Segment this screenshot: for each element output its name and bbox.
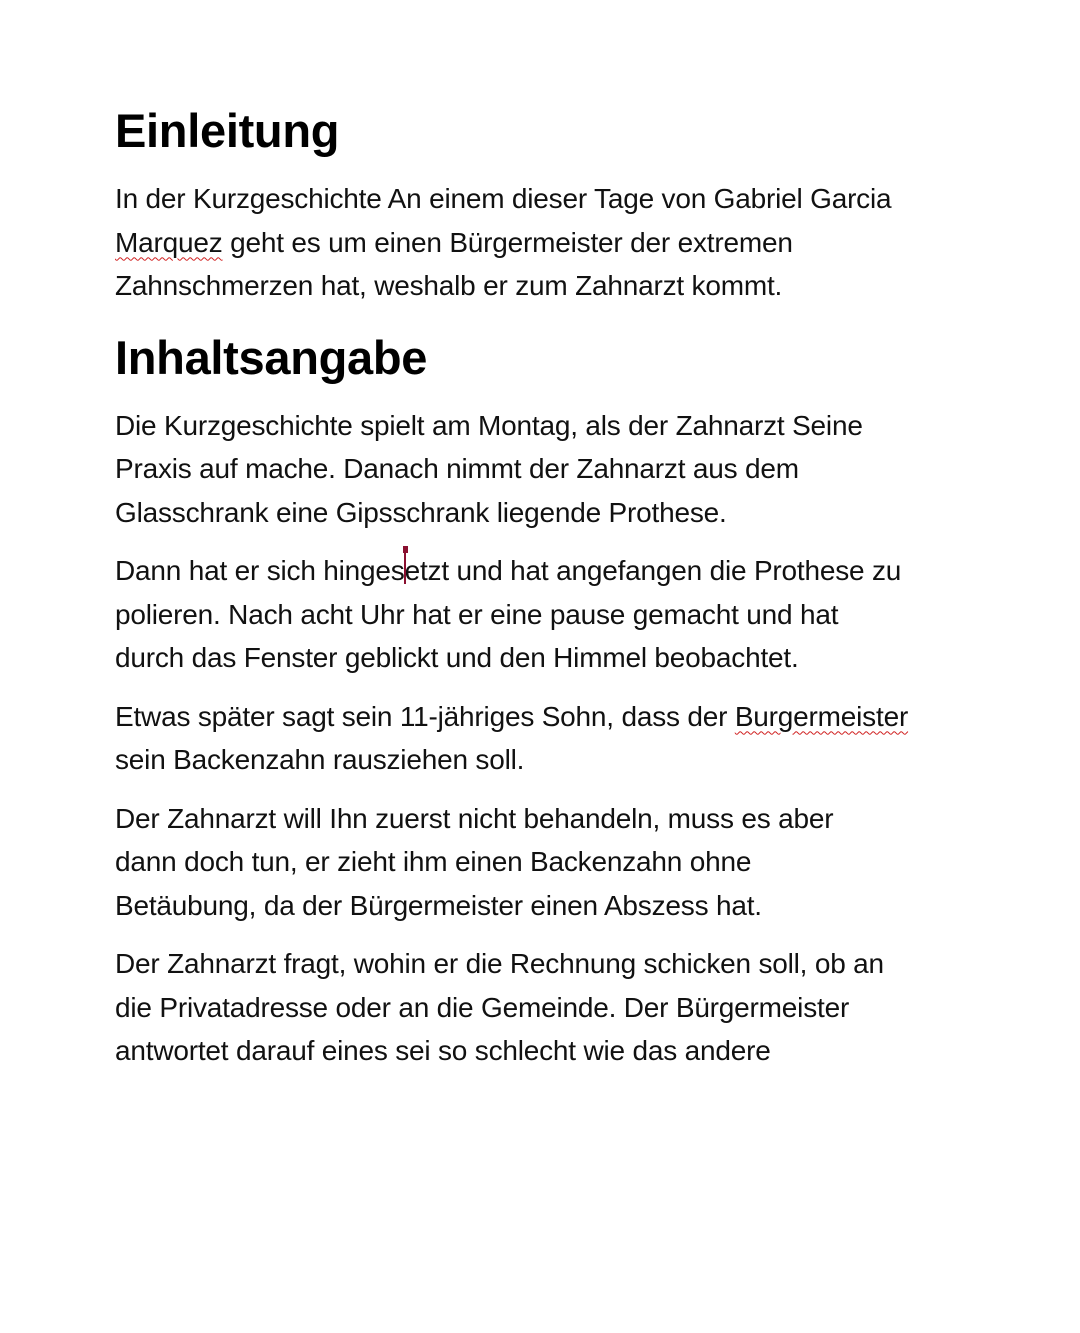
paragraph-summary-1[interactable]: Die Kurzgeschichte spielt am Montag, als der Zahnarzt Seine Praxis auf mache. Danach nimmt der Zahnarzt aus dem Glasschrank eine Gipsschrank liegende Prothese. bbox=[115, 409, 863, 528]
text-run: etzt und hat angefangen die Prothese zu polieren. Nach acht Uhr hat er eine pause gemacht und hat durch das Fenster geblickt und den Himmel beobachtet. bbox=[115, 555, 902, 673]
paragraph-summary-3[interactable] bbox=[115, 695, 995, 782]
heading-inhaltsangabe: Inhaltsangabe bbox=[115, 330, 428, 384]
document-body[interactable] bbox=[115, 96, 995, 1088]
text-run: geht es um einen Bürgermeister der extremen Zahnschmerzen hat, weshalb er zum Zahnarzt kommt. bbox=[115, 226, 793, 301]
text-run: Dann hat er sich hinges bbox=[115, 555, 405, 586]
paragraph-summary-2[interactable] bbox=[115, 549, 995, 680]
paragraph-summary-5[interactable]: Der Zahnarzt fragt, wohin er die Rechnung schicken soll, ob an die Privatadresse oder an die Gemeinde. Der Bürgermeister antwortet darauf eines sei so schlecht wie das andere bbox=[115, 948, 884, 1066]
spellcheck-flagged-word[interactable]: Burgermeister bbox=[734, 700, 909, 732]
text-run: sein Backenzahn rausziehen soll. bbox=[115, 744, 525, 775]
text-run: Etwas später sagt sein 11-jähriges Sohn, dass der bbox=[115, 700, 735, 732]
paragraph-summary-4[interactable]: Der Zahnarzt will Ihn zuerst nicht behandeln, muss es aber dann doch tun, er zieht ihm einen Backenzahn ohne Betäubung, da der Bürgermeister einen Abszess hat. bbox=[115, 802, 834, 921]
text-run: In der Kurzgeschichte An einem dieser Tage von Gabriel Garcia bbox=[115, 183, 892, 214]
paragraph-intro[interactable] bbox=[115, 177, 995, 308]
spellcheck-flagged-word[interactable]: Marquez bbox=[115, 226, 223, 258]
heading-einleitung: Einleitung bbox=[115, 104, 340, 157]
